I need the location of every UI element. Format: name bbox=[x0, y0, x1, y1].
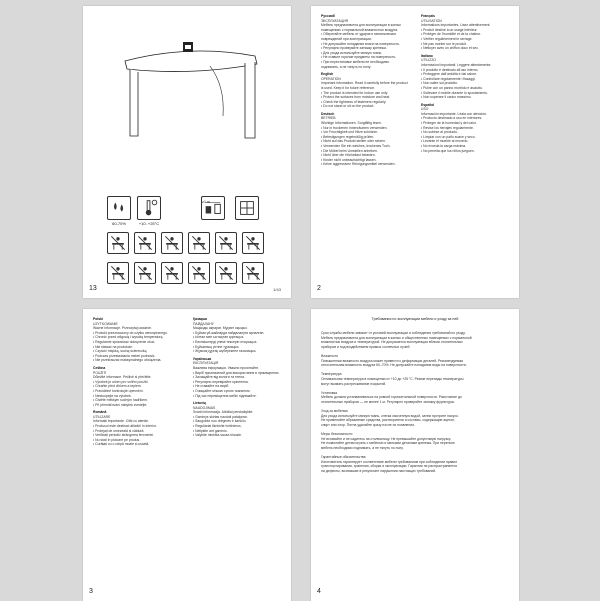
language-heading: Español bbox=[421, 102, 435, 107]
text-line: • Curățați cu o cârpă moale și uscată. bbox=[93, 442, 150, 447]
text-line: Не вставайте и не садитесь на столешницу. Не превышайте допустимую нагрузку. bbox=[321, 436, 451, 441]
page-number: 13 bbox=[89, 285, 97, 292]
text-line: Оптимальная температура в помещении от +10 до +25 °C. Резкие перепады температуры bbox=[321, 376, 464, 381]
language-heading: Қазақша bbox=[193, 317, 207, 321]
text-line: • Бекіткіштерді үнемі тексеріп отырыңыз. bbox=[193, 339, 258, 344]
language-section bbox=[93, 317, 181, 363]
text-line: • Verificați periodic strângerea feroneriei. bbox=[93, 433, 154, 438]
text-line: Мебель предназначена для эксплуатации в жилых и общественных помещениях с нормальной bbox=[321, 335, 472, 340]
text-line: USO bbox=[421, 107, 429, 112]
language-section bbox=[321, 72, 409, 109]
text-line: мебель необходимо поднимать, а не тянуть по полу. bbox=[321, 445, 404, 450]
text-line: Влажность bbox=[321, 353, 339, 358]
text-line: • The product is intended for indoor use only. bbox=[321, 90, 389, 95]
text-line: • Verwenden Sie ein weiches, trockenes Tuch. bbox=[321, 144, 391, 149]
text-line: • Befestigungen regelmäßig prüfen. bbox=[321, 134, 375, 139]
text-line: • Reguliariai tikrinkite tvirtinimus. bbox=[193, 424, 242, 429]
text-line: • Виріб призначений для використання в приміщеннях. bbox=[193, 370, 280, 375]
desk-illustration bbox=[105, 36, 275, 146]
language-heading: Русский bbox=[321, 14, 335, 18]
text-line: • Nicht auf das Produkt stellen oder setzen. bbox=[321, 139, 386, 144]
text-line: • Nelipkite ant gaminio. bbox=[193, 428, 228, 433]
text-line: • Pravidelně kontrolujte upevnění. bbox=[93, 388, 144, 393]
no-sit-icon bbox=[188, 232, 210, 254]
language-section bbox=[93, 366, 181, 407]
text-line: • Proteggere dall'umidità e dal calore. bbox=[421, 72, 478, 77]
text-line: • Levante el mueble al moverlo. bbox=[421, 139, 469, 144]
no-lean-icon bbox=[134, 232, 156, 254]
page-1 bbox=[83, 6, 291, 298]
text-line: помещениях с нормальной влажностью воздуха. bbox=[321, 27, 399, 32]
language-section bbox=[193, 401, 281, 438]
language-section bbox=[321, 112, 409, 167]
body-text bbox=[321, 331, 509, 473]
text-line: Важлива інформація. Уважно прочитайте. bbox=[193, 365, 260, 370]
text-line: • Для ухода используйте мягкую ткань. bbox=[321, 50, 383, 55]
no-stand-icon bbox=[242, 232, 264, 254]
page-4 bbox=[311, 309, 519, 601]
language-heading: Română bbox=[93, 410, 107, 415]
language-heading: Italiano bbox=[421, 53, 433, 58]
text-line: BETRIEB bbox=[321, 116, 336, 121]
no-roll-icon bbox=[188, 262, 210, 284]
text-line: могут вызвать растрескивание покрытий. bbox=[321, 381, 387, 386]
tool-check-icon bbox=[215, 262, 237, 284]
text-line: на дефекты, возникшие в результате нарушения настоящих требований. bbox=[321, 468, 437, 473]
temperature-icon bbox=[137, 196, 161, 220]
text-line: Мебель предназначена для эксплуатации в жилых bbox=[321, 23, 401, 28]
text-line: Informații importante. Citiți cu atenție. bbox=[93, 419, 149, 424]
text-line: • Nie przekraczać maksymalnego obciążenia. bbox=[93, 358, 162, 363]
text-line: • No subirse al producto. bbox=[421, 130, 458, 135]
text-line: отопительных приборов — не менее 1 м. Регулярно проверяйте затяжку фурнитуры. bbox=[321, 399, 455, 404]
text-line: • Не допускайте попадания влаги на поверхность. bbox=[321, 41, 400, 46]
text-line: • Valykite minkšta sausa šluoste. bbox=[193, 433, 242, 438]
text-line: • Nur in trockenen Innenräumen verwenden. bbox=[321, 125, 388, 130]
text-line: • Limpiar con un paño suave y seco. bbox=[421, 134, 476, 139]
text-line: • Podczas przestawiania mebel podnosić. bbox=[93, 353, 156, 358]
text-line: • Ne pas monter sur le produit. bbox=[421, 41, 467, 46]
text-line: Мебель должна устанавливаться на ровной горизонтальной поверхности. Расстояние до bbox=[321, 395, 462, 400]
text-line: • Nettoyer avec un chiffon doux et sec. bbox=[421, 46, 479, 51]
text-line: Información importante. Léala con atención. bbox=[421, 111, 487, 116]
page-code: 1/43 bbox=[273, 287, 281, 292]
text-column-left bbox=[93, 317, 181, 450]
text-line: • Регулярно проверяйте затяжку крепежа. bbox=[321, 46, 387, 51]
text-line: Уход за мебелью bbox=[321, 409, 348, 414]
text-line: • Nicht über die Höchstlast belasten. bbox=[321, 153, 376, 158]
text-line: • Check the tightness of fasteners regularly. bbox=[321, 99, 387, 104]
no-hammer-icon bbox=[215, 232, 237, 254]
text-line: Ważne informacje. Przeczytaj uważnie. bbox=[93, 326, 152, 331]
text-line: • Жұмсақ құрғақ шүберекпен тазалаңыз. bbox=[193, 349, 257, 354]
text-line: • Захищайте від вологи та тепла. bbox=[193, 375, 245, 380]
text-line: Изготовитель гарантирует соответствие мебели требованиям при соблюдении правил bbox=[321, 459, 458, 464]
text-line: UTILIZZO bbox=[421, 58, 437, 63]
text-line: • Kinder nicht unbeaufsichtigt lassen. bbox=[321, 157, 377, 162]
text-line: Маңызды ақпарат. Мұқият оқыңыз. bbox=[193, 326, 248, 331]
no-stool-icon bbox=[242, 262, 264, 284]
no-heavy-load-icon bbox=[107, 232, 129, 254]
text-line: • Nestoupejte na výrobek. bbox=[93, 393, 132, 398]
page-number: 3 bbox=[89, 588, 93, 595]
text-line: ПАЙДАЛАНУ bbox=[193, 321, 214, 326]
text-line: • Czyścić miękką, suchą ściereczką. bbox=[93, 349, 148, 354]
text-line: приборов и под воздействием прямых солнечных лучей. bbox=[321, 344, 411, 349]
text-line: Для ухода используйте мягкую ткань, слегка смоченную водой, затем протрите насухо. bbox=[321, 413, 459, 418]
language-section bbox=[421, 14, 509, 51]
text-line: • Protéger de l'humidité et de la chaleur. bbox=[421, 32, 481, 37]
page-title: Требования по эксплуатации мебели и уходу за ней bbox=[371, 317, 459, 321]
text-line: UŻYTKOWANIE bbox=[93, 321, 118, 326]
text-line: Не применяйте абразивные средства, растворители и составы, содержащие ацетон, bbox=[321, 418, 456, 423]
text-line: Informazioni importanti. Leggere attentamente. bbox=[421, 62, 492, 67]
language-section bbox=[93, 410, 181, 447]
page-number: 4 bbox=[317, 588, 321, 595]
text-line: • No permita que los niños jueguen. bbox=[421, 148, 475, 153]
language-heading: Lietuvių bbox=[193, 401, 206, 406]
text-line: • Výrobek je určen pro vnitřní použití. bbox=[93, 379, 149, 384]
text-line: • No exceda la carga máxima. bbox=[421, 144, 467, 149]
text-line: POUŽITÍ bbox=[93, 370, 107, 375]
text-column-right bbox=[193, 317, 281, 441]
text-line: • Nu stați în picioare pe produs. bbox=[93, 437, 141, 442]
no-liquid-icon bbox=[134, 262, 156, 284]
text-line: NAUDOJIMAS bbox=[193, 405, 216, 410]
text-line: • Il prodotto è destinato all'uso interno. bbox=[421, 67, 479, 72]
text-line: Important information. Read it carefully before the product bbox=[321, 81, 408, 86]
text-line: поднимать, а не тянуть по полу. bbox=[321, 64, 372, 69]
text-line: • Producto destinado a uso en interiores. bbox=[421, 116, 483, 121]
text-line: Температура bbox=[321, 372, 342, 377]
text-line: UTILIZARE bbox=[93, 414, 111, 419]
text-line: • Pulire con un panno morbido e asciutto. bbox=[421, 85, 483, 90]
text-line: is used. Keep it for future reference. bbox=[321, 85, 375, 90]
text-line: • Vérifier régulièrement le serrage. bbox=[421, 36, 473, 41]
distance-caption: ≥1 m bbox=[202, 200, 210, 204]
text-line: ЭКСПЛУАТАЦИЯ bbox=[321, 18, 349, 23]
language-section bbox=[421, 54, 509, 100]
text-column-left bbox=[321, 14, 409, 170]
text-line: • Produit destiné à un usage intérieur. bbox=[421, 27, 478, 32]
text-line: • Sollevare il mobile durante lo spostamento. bbox=[421, 90, 488, 95]
page-number: 2 bbox=[317, 285, 321, 292]
text-line: • Non salire sul prodotto. bbox=[421, 81, 458, 86]
warning-icons-grid bbox=[107, 232, 267, 292]
text-line: UTILISATION bbox=[421, 18, 442, 23]
language-section bbox=[321, 14, 409, 69]
window-icon bbox=[235, 196, 259, 220]
text-line: ЕКСПЛУАТАЦІЯ bbox=[193, 361, 219, 366]
text-line: • Při přemisťování nábytek zvedejte. bbox=[93, 402, 148, 407]
text-line: влажностью воздуха и температурой. Не допускается эксплуатация вблизи отопительных bbox=[321, 340, 463, 345]
text-line: • Do not stand or sit on the product. bbox=[321, 104, 375, 109]
text-line: • Chraňte před vlhkem a teplem. bbox=[93, 384, 142, 389]
text-line: • Keine aggressiven Reinigungsmittel verwenden. bbox=[321, 162, 396, 167]
text-line: Срок службы мебели зависит от условий эксплуатации и соблюдения требований по уходу. bbox=[321, 331, 466, 335]
text-line: Повышенная влажность воздуха может привести к деформации деталей. Рекомендуемая bbox=[321, 358, 464, 363]
text-line: • Chronić przed wilgocią i wysoką temperaturą. bbox=[93, 335, 164, 340]
text-line: • Не ставайте на виріб. bbox=[193, 384, 230, 389]
page-3 bbox=[83, 309, 291, 601]
humidity-caption: 60-70% bbox=[112, 221, 126, 226]
text-line: • Ылғал мен ыстықтан қорғаңыз. bbox=[193, 335, 245, 340]
language-heading: Українська bbox=[193, 356, 212, 361]
text-line: • Die Möbel beim Umstellen anheben. bbox=[321, 148, 378, 153]
text-line: • Saugokite nuo drėgmės ir karščio. bbox=[193, 419, 247, 424]
text-line: относительная влажность воздуха 60–70%. Не допускайте попадания воды на поверхности. bbox=[321, 363, 467, 368]
language-heading: Français bbox=[421, 14, 435, 18]
text-line: • Revise los herrajes regularmente. bbox=[421, 125, 474, 130]
text-line: спирт или хлор. Пятна удаляйте сразу после их появления. bbox=[321, 422, 415, 427]
text-line: Informations importantes. Lisez attentivement. bbox=[421, 23, 491, 28]
no-cut-icon bbox=[161, 232, 183, 254]
text-line: • Produkt przeznaczony do użytku wewnętrznego. bbox=[93, 330, 168, 335]
text-line: • Оберегайте мебель от ударов и механических bbox=[321, 32, 397, 37]
text-line: • Nie stawać na produkcie. bbox=[93, 344, 134, 349]
language-heading: English bbox=[321, 72, 334, 77]
text-line: • Proteger de la humedad y del calor. bbox=[421, 121, 477, 126]
text-line: • Під час переміщення меблі піднімайте. bbox=[193, 393, 257, 398]
text-line: • Produsul este destinat utilizării în interior. bbox=[93, 424, 157, 429]
text-line: • Не ставьте горячие предметы на поверхность. bbox=[321, 55, 397, 60]
text-line: Не позволяйте детям играть с мебелью и мелкими деталями крепежа. При переносе bbox=[321, 441, 455, 446]
text-line: • Бұйымның үстіне тұрмаңыз. bbox=[193, 344, 240, 349]
text-line: • При перестановке мебели ее необходимо bbox=[321, 59, 390, 64]
language-heading: Čeština bbox=[93, 365, 106, 370]
language-section bbox=[193, 357, 281, 398]
text-line: • Non superare il carico massimo. bbox=[421, 95, 472, 100]
text-line: Svarbi informacija. Atidžiai perskaitykite. bbox=[193, 410, 254, 415]
text-line: Důležité informace. Pečlivě si přečtěte. bbox=[93, 375, 152, 380]
no-children-icon bbox=[107, 262, 129, 284]
language-section bbox=[421, 103, 509, 154]
text-line: • Очищайте м'якою сухою тканиною. bbox=[193, 388, 251, 393]
text-line: • Gaminys skirtas naudoti patalpose. bbox=[193, 414, 248, 419]
language-section bbox=[193, 317, 281, 354]
temperature-caption: +10..+25°C bbox=[138, 221, 160, 226]
text-line: • Protejați de umezeală și căldură. bbox=[93, 428, 145, 433]
text-line: • Vor Feuchtigkeit und Hitze schützen. bbox=[321, 130, 379, 135]
text-line: повреждений при эксплуатации. bbox=[321, 36, 372, 41]
text-line: • Регулярно перевіряйте кріплення. bbox=[193, 379, 249, 384]
no-overload-icon bbox=[161, 262, 183, 284]
text-column-right bbox=[421, 14, 509, 156]
page-2 bbox=[311, 6, 519, 298]
text-line: Меры безопасности bbox=[321, 432, 353, 437]
text-line: Установка bbox=[321, 390, 338, 395]
language-heading: Deutsch bbox=[321, 111, 335, 116]
humidity-icon bbox=[107, 196, 131, 220]
text-line: • Controllare regolarmente i fissaggi. bbox=[421, 76, 476, 81]
text-line: Гарантийные обязательства bbox=[321, 455, 366, 460]
text-line: • Protect the surfaces from moisture and heat. bbox=[321, 95, 391, 100]
text-line: • Бұйым үй-жайларда пайдалануға арналған. bbox=[193, 330, 265, 335]
text-line: • Regularnie sprawdzać dokręcenie okuć. bbox=[93, 339, 156, 344]
text-line: OPERATION bbox=[321, 76, 341, 81]
language-heading: Polski bbox=[93, 317, 103, 321]
text-line: транспортирования, хранения, сборки и эксплуатации. Гарантия не распространяется bbox=[321, 464, 458, 469]
text-line: • Čistěte měkkým suchým hadříkem. bbox=[93, 398, 148, 403]
text-line: Wichtige Informationen. Sorgfältig lesen. bbox=[321, 121, 382, 126]
